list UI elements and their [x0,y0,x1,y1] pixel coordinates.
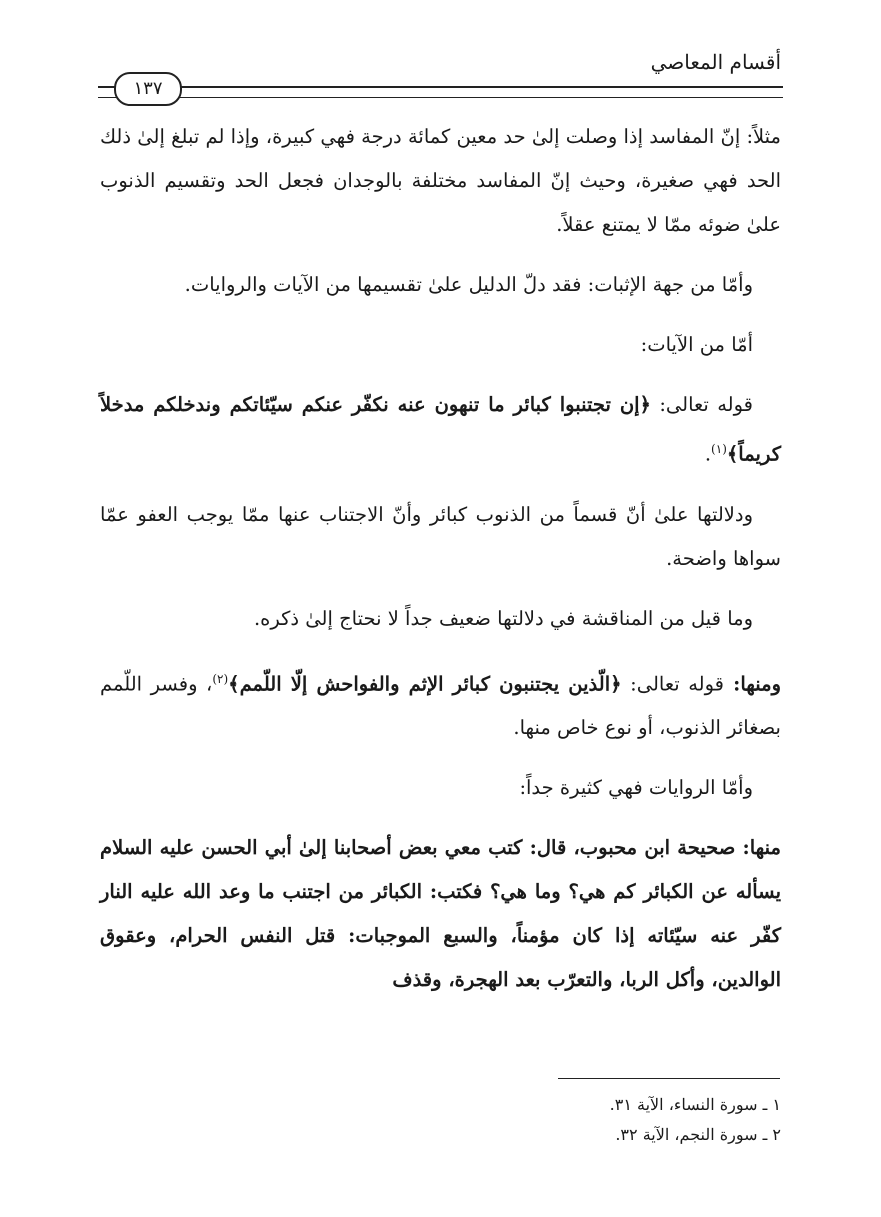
footnote-rule [558,1078,780,1079]
footnote-1: ١ ـ سورة النساء، الآية ٣١. [609,1095,781,1114]
paragraph-3: أمّا من الآيات: [640,333,753,356]
paragraph-8: وأمّا الروايات فهي كثيرة جداً: [519,776,753,799]
paragraph-4 [100,383,781,477]
paragraph-7 [100,657,781,751]
paragraph-7-end: ، وفسر اللّمم بصغائر الذنوب، أو نوع خاص منها. [100,672,781,739]
paragraph-1: مثلاً: إنّ المفاسد إذا وصلت إلىٰ حد معين كمائة درجة فهي كبيرة، وإذا لم تبلغ إلىٰ ذلك الحد فهي صغيرة، وحيث إنّ المفاسد مختلفة بالوجدان فجعل الحد وتقسيم الذنوب علىٰ ضوئه ممّا لا يمتنع عقلاً. [100,125,781,236]
footnote-ref-1: (١) [711,442,727,456]
main-text [100,115,781,1018]
paragraph-5: ودلالتها علىٰ أنّ قسماً من الذنوب كبائر وأنّ الاجتناب عنها ممّا يوجب العفو عمّا سواها واضحة. [100,502,781,570]
header-rule [98,86,783,98]
footnotes [610,1090,781,1150]
paragraph-6: وما قيل من المناقشة في دلالتها ضعيف جداً لا نحتاج إلىٰ ذكره. [253,606,753,630]
quran-verse-2: ﴿الّذين يجتنبون كبائر الإثم والفواحش إلّا اللّمم﴾ [228,672,622,695]
running-title: أقسام المعاصي [650,50,781,74]
quote-intro: قوله تعالى: [650,393,753,416]
section-lead: ومنها: [724,672,781,695]
quote-intro-2: قوله تعالى: [621,672,724,695]
footnote-ref-2: (٢) [212,671,229,686]
quran-verse-1: ﴿إن تجتنبوا كبائر ما تنهون عنه نكفّر عنكم سيّئاتكم وندخلكم مدخلاً كريماً﴾ [100,393,781,466]
footnote-2: ٢ ـ سورة النجم، الآية ٣٢. [615,1125,781,1144]
paragraph-4-end: . [704,442,712,466]
paragraph-2: وأمّا من جهة الإثبات: فقد دلّ الدليل علىٰ تقسيمها من الآيات والروايات. [184,273,753,296]
paragraph-9: منها: صحيحة ابن محبوب، قال: كتب معي بعض أصحابنا إلىٰ أبي الحسن عليه السلام يسأله عن الكبائر كم هي؟ وما هي؟ فكتب: الكبائر من اجتنب ما وعد الله عليه النار كفّر عنه سيّئاته إذا كان مؤمناً، والسبع الموجبات: قتل النفس الحرام، وعقوق الوالدين، وأكل الربا، والتعرّب بعد الهجرة، وقذف [100,836,781,991]
page-number: ١٣٧ [114,72,182,106]
